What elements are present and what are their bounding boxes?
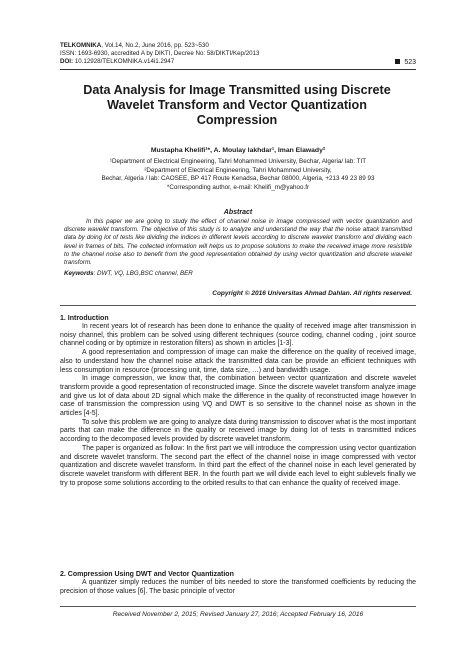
keywords (64, 270, 412, 277)
header-divider (60, 69, 416, 70)
paragraph: A good representation and compression of image can make the difference on the quality of received image, also to understand how the channel noise attack the transmitted data can be provide an efficient techniques with less consumption in resource (processing unit, time, data size, …) and bandwidth usage. (60, 349, 416, 374)
affiliation-line: ²Department of Electrical Engineering, Tahri Mohammed University, (144, 166, 332, 174)
affiliation-line: Bechar, Algeria / lab: CAOSEE, BP 417 Route Kenadsa, Bechar 08000, Algeria, +213 49 23 89 93 (101, 175, 375, 183)
paragraph: In recent years lot of research has been done to enhance the quality of received image after transmission in noisy channel, this problem can be solved using different techniques (source coding, channel coding , joint source channel coding or by optimize in restoration filters) as shown in articles [1-3]. (60, 323, 416, 348)
section-divider (60, 305, 416, 306)
doi-link[interactable]: 10.12928/TELKOMNIKA.v14i1.2947 (73, 58, 175, 66)
section-heading: 2. Compression Using DWT and Vector Quantization (60, 571, 234, 578)
square-bullet-icon (395, 59, 400, 64)
keywords-label: Keywords (64, 270, 94, 277)
journal-name: TELKOMNIKA (60, 42, 102, 49)
received-dates: Received November 2, 2015; Revised January 27, 2016; Accepted February 16, 2016 (112, 611, 364, 618)
section-heading: 1. Introduction (60, 315, 109, 322)
section-introduction (60, 314, 416, 488)
affiliation-line: ¹Department of Electrical Engineering, Tahri Mohammed University, Bechar, Algeria/ lab: TIT (109, 158, 367, 165)
journal-header (60, 42, 420, 67)
paper-title: Data Analysis for Image Transmitted using Discrete Wavelet Transform and Vector Quantization Compression (83, 83, 391, 127)
abstract-heading: Abstract (223, 209, 253, 216)
section-compression (60, 570, 416, 596)
paragraph: In image compression, we know that, the combination between vector quantization and discrete wavelet transform provide a good representation of reconstructed image. Since the discrete wavelet transform analyze image and give us lot of data about 2D signal which make the difference in the quality of reconstructed image however In case of transmission the compression using VQ and DWT is so sensitive to the channel noise as shown in the articles [4-5]. (60, 375, 416, 418)
journal-volume-info: , Vol.14, No.2, June 2016, pp. 523~530 (101, 42, 209, 49)
affiliations (60, 158, 416, 192)
doi-label: DOI: (60, 58, 74, 66)
page-number (395, 59, 416, 66)
paragraph: A quantizer simply reduces the number of bits needed to store the transformed coefficients by reducing the precision of those values [6]. The basic principle of vector (60, 579, 416, 595)
footer-divider (60, 606, 416, 607)
page-number-value: 523 (404, 59, 416, 66)
abstract-text: In this paper we are going to study the effect of channel noise in image compressed with vector quantization and discrete wavelet transform. The objective of this study is to analyze and understand the way that the noise attack transmitted data by doing lot of tests like dividing the indices in different levels according to discrete wavelet transform and dividing each level in frames of bits. The collected information will helps us to propose solutions to make the received image more resistible to the channel noise also to benefit from the good representation obtained by using vector quantization and discrete wavelet transform. (64, 218, 412, 267)
copyright-notice: Copyright © 2016 Universitas Ahmad Dahlan. All rights reserved. (212, 290, 412, 297)
issn-line: ISSN: 1693-6930, accredited A by DIKTI, Decree No: 58/DIKTI/Kep/2013 (60, 50, 260, 58)
paragraph: To solve this problem we are going to analyze data during transmission to discover what is the most important parts that can make the difference in the quality or received image by doing lot of tests in transmitted indices according to the decomposed levels provided by discrete wavelet transform. (60, 418, 416, 444)
corresponding-author-email[interactable]: *Corresponding author, e-mail: Khelifi_m@yahoo.fr (166, 183, 310, 191)
keywords-text: : DWT, VQ, LBG,BSC channel, BER (93, 270, 193, 277)
author-list: Mustapha Khelifi¹*, A. Moulay lakhdar¹, Iman Elawady² (150, 147, 326, 154)
paragraph: The paper is organized as follow: In the first part we will introduce the compression using vector quantization and discrete wavelet transform. The second part the effect of the channel noise in image compressed with vector quantization and discrete wavelet transform. In third part the effect of the channel noise in each level generated by discrete wavelet transform with different BER. In the fourth part we will divide each level to eight sublevels finally we try to propose some solutions according to the orbited results to that can enhance the quality of received image. (60, 444, 416, 487)
